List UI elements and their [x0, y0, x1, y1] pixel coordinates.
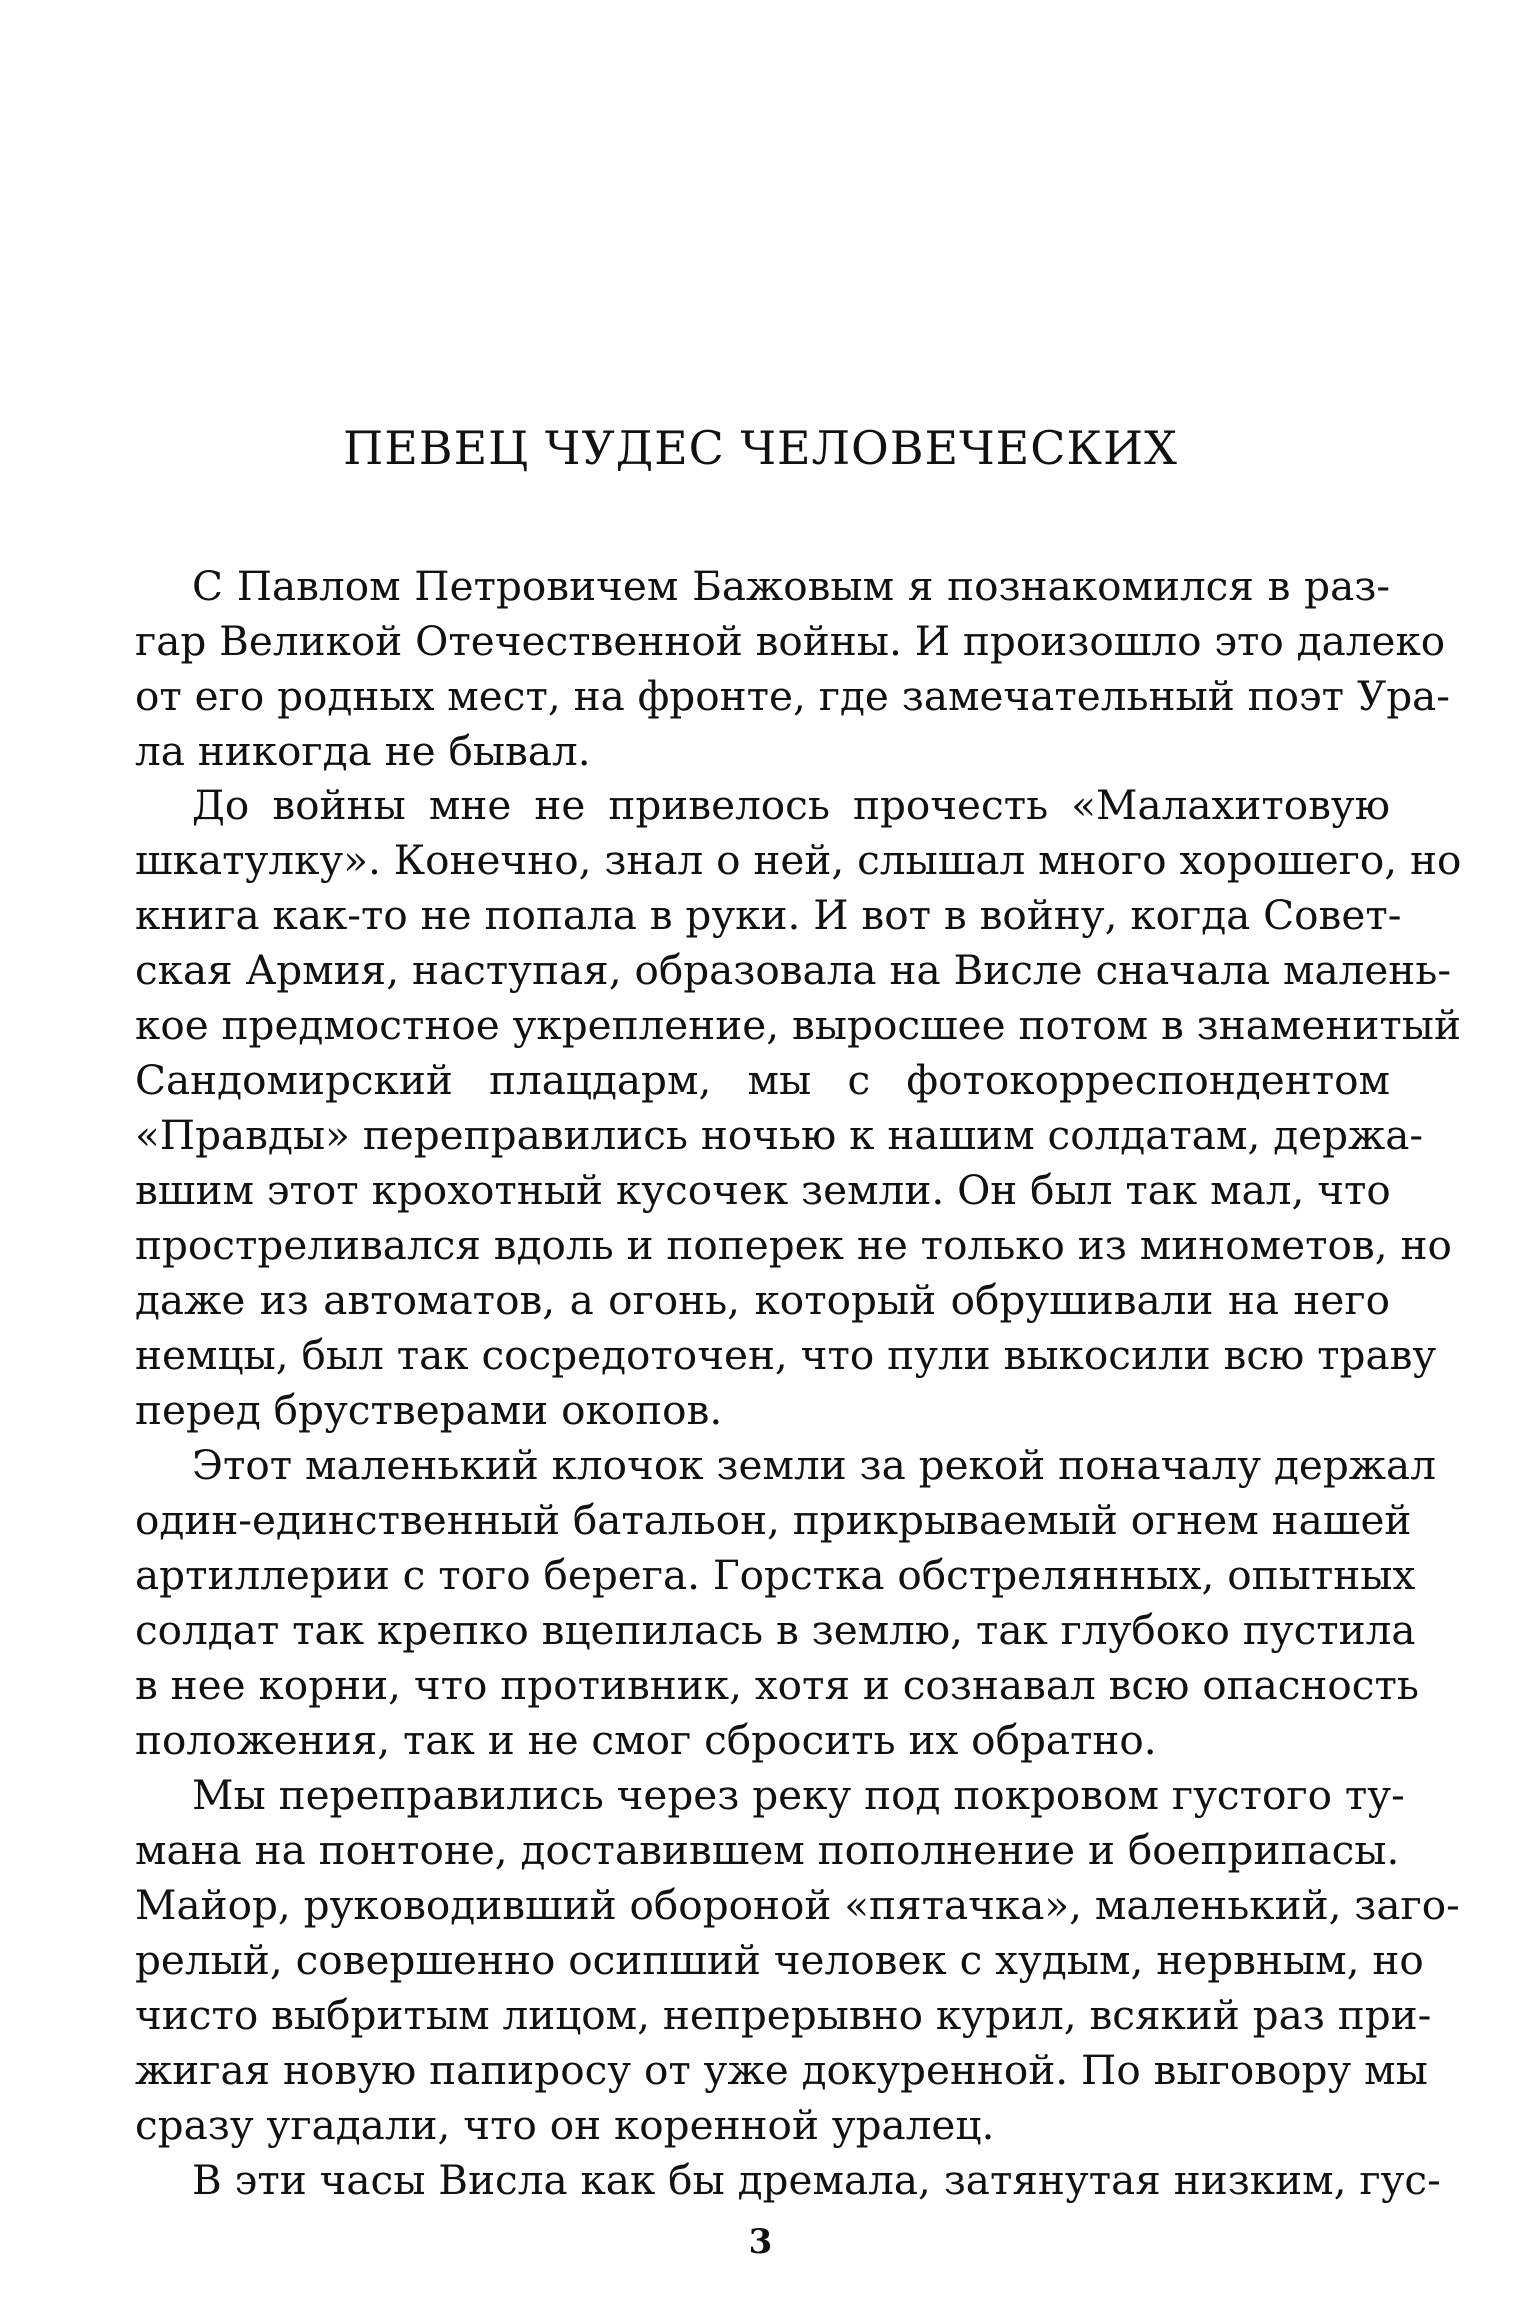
text-line: мана на понтоне, доставившем пополнение и боеприпасы. — [135, 1826, 1400, 1874]
text-line: немцы, был так сосредоточен, что пули выкосили всю траву — [135, 1331, 1437, 1379]
text-line: «Правды» переправились ночью к нашим солдатам, держа- — [135, 1111, 1424, 1159]
text-line: перед брустверами окопов. — [135, 1386, 723, 1434]
text-line: артиллерии с того берега. Горстка обстрелянных, опытных — [135, 1551, 1416, 1599]
text-line: гар Великой Отечественной войны. И произошло это далеко — [135, 617, 1446, 665]
text-line: от его родных мест, на фронте, где замечательный поэт Ура- — [135, 672, 1450, 720]
text-line: релый, совершенно осипший человек с худым, нервным, но — [135, 1936, 1424, 1984]
page-number: 3 — [748, 2222, 773, 2262]
text-line: сразу угадали, что он коренной уралец. — [135, 2101, 995, 2149]
text-line: вшим этот крохотный кусочек земли. Он был так мал, что — [135, 1166, 1391, 1214]
text-line: В эти часы Висла как бы дремала, затянутая низким, гус- — [192, 2156, 1441, 2204]
chapter-title: ПЕВЕЦ ЧУДЕС ЧЕЛОВЕЧЕСКИХ — [343, 421, 1178, 475]
text-line: один-единственный батальон, прикрываемый огнем нашей — [135, 1496, 1412, 1544]
text-line: кое предмостное укрепление, выросшее потом в знаменитый — [135, 1001, 1461, 1049]
text-line: шкатулку». Конечно, знал о ней, слышал много хорошего, но — [135, 836, 1462, 884]
text-line: даже из автоматов, а огонь, который обрушивали на него — [135, 1276, 1390, 1324]
text-line: простреливался вдоль и поперек не только из минометов, но — [135, 1221, 1452, 1269]
text-line: положения, так и не смог сбросить их обратно. — [135, 1716, 1157, 1764]
text-line: книга как-то не попала в руки. И вот в войну, когда Совет- — [135, 891, 1402, 939]
text-line: Мы переправились через реку под покровом густого ту- — [192, 1771, 1405, 1819]
text-line: С Павлом Петровичем Бажовым я познакомился в раз- — [192, 562, 1390, 610]
text-line: Майор, руководивший обороной «пятачка», маленький, заго- — [135, 1881, 1460, 1929]
text-line: жигая новую папиросу от уже докуренной. По выговору мы — [135, 2046, 1428, 2094]
text-line: в нее корни, что противник, хотя и сознавал всю опасность — [135, 1661, 1419, 1709]
text-line: Сандомирский плацдарм, мы с фотокорреспондентом — [135, 1056, 1390, 1104]
text-line: чисто выбритым лицом, непрерывно курил, всякий раз при- — [135, 1991, 1432, 2039]
text-line: До войны мне не привелось прочесть «Малахитовую — [192, 781, 1390, 829]
text-line: солдат так крепко вцепилась в землю, так глубоко пустила — [135, 1606, 1416, 1654]
text-line: ла никогда не бывал. — [135, 727, 591, 775]
text-line: Этот маленький клочок земли за рекой поначалу держал — [192, 1441, 1436, 1489]
text-line: ская Армия, наступая, образовала на Висле сначала малень- — [135, 946, 1452, 994]
